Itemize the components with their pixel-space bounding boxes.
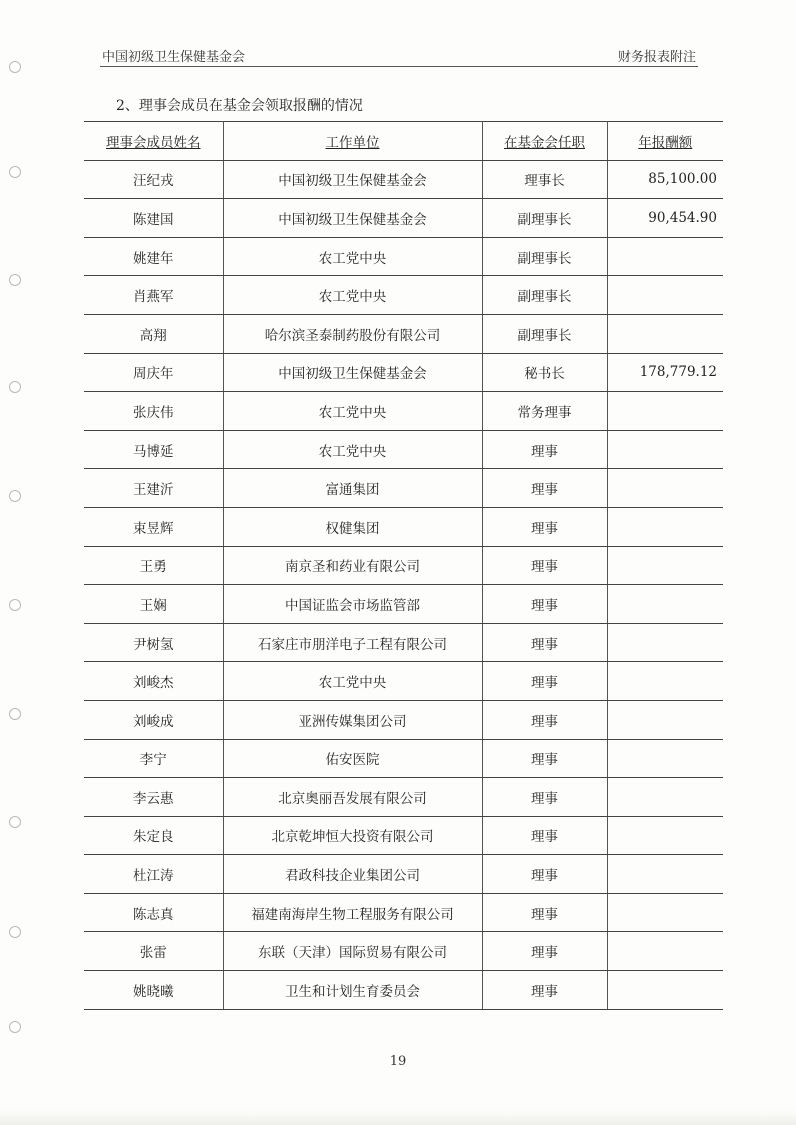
member-name-cell: 肖燕军	[84, 276, 223, 315]
annual-pay-cell	[607, 971, 723, 1010]
table-row	[84, 392, 723, 431]
table-row	[84, 160, 723, 199]
section-title: 2、理事会成员在基金会领取报酬的情况	[116, 98, 363, 114]
position-cell: 理事	[482, 971, 607, 1010]
table-row	[84, 623, 723, 662]
header-section: 财务报表附注	[617, 50, 696, 65]
table-row	[84, 932, 723, 971]
position-cell: 理事	[482, 700, 607, 739]
employer-cell: 中国初级卫生保健基金会	[223, 199, 482, 238]
binder-hole	[9, 1021, 21, 1033]
member-name-cell: 刘峻杰	[84, 662, 223, 701]
scan-bottom-edge	[0, 1110, 796, 1125]
employer-cell: 北京奥丽吾发展有限公司	[223, 778, 482, 817]
member-name-cell: 张庆伟	[84, 392, 223, 431]
annual-pay-cell	[607, 546, 723, 585]
annual-pay-cell	[607, 430, 723, 469]
board-compensation-table	[84, 121, 723, 1010]
member-name-cell: 陈志真	[84, 893, 223, 932]
employer-cell: 中国证监会市场监管部	[223, 585, 482, 624]
table-row	[84, 237, 723, 276]
page-number: 19	[389, 1054, 407, 1069]
member-name-cell: 杜江涛	[84, 855, 223, 894]
employer-cell: 农工党中央	[223, 430, 482, 469]
member-name-cell: 王勇	[84, 546, 223, 585]
employer-cell: 卫生和计划生育委员会	[223, 971, 482, 1010]
employer-cell: 农工党中央	[223, 662, 482, 701]
position-cell: 理事	[482, 546, 607, 585]
position-cell: 副理事长	[482, 314, 607, 353]
member-name-cell: 高翔	[84, 314, 223, 353]
table-row	[84, 353, 723, 392]
position-cell: 秘书长	[482, 353, 607, 392]
employer-cell: 中国初级卫生保健基金会	[223, 160, 482, 199]
employer-cell: 福建南海岸生物工程服务有限公司	[223, 893, 482, 932]
annual-pay-cell: 90,454.90	[607, 199, 723, 238]
binder-hole	[9, 381, 21, 393]
member-name-cell: 束昱辉	[84, 507, 223, 546]
employer-cell: 农工党中央	[223, 276, 482, 315]
column-header-annual-pay: 年报酬额	[607, 122, 723, 161]
header-organization: 中国初级卫生保健基金会	[102, 50, 246, 65]
employer-cell: 亚洲传媒集团公司	[223, 700, 482, 739]
annual-pay-cell: 85,100.00	[607, 160, 723, 199]
table-row	[84, 469, 723, 508]
member-name-cell: 姚晓曦	[84, 971, 223, 1010]
annual-pay-cell	[607, 585, 723, 624]
binder-hole	[9, 599, 21, 611]
table-row	[84, 855, 723, 894]
binder-hole	[9, 61, 21, 73]
binder-hole	[9, 926, 21, 938]
member-name-cell: 王娴	[84, 585, 223, 624]
position-cell: 理事	[482, 778, 607, 817]
employer-cell: 佑安医院	[223, 739, 482, 778]
column-header-name: 理事会成员姓名	[84, 122, 223, 161]
member-name-cell: 姚建年	[84, 237, 223, 276]
table-row	[84, 662, 723, 701]
binder-hole	[9, 490, 21, 502]
annual-pay-cell	[607, 816, 723, 855]
position-cell: 理事	[482, 430, 607, 469]
page-header	[100, 44, 698, 67]
table-row	[84, 546, 723, 585]
employer-cell: 东联（天津）国际贸易有限公司	[223, 932, 482, 971]
member-name-cell: 尹树氢	[84, 623, 223, 662]
employer-cell: 权健集团	[223, 507, 482, 546]
table-header-row	[84, 122, 723, 161]
position-cell: 理事	[482, 855, 607, 894]
table-row	[84, 739, 723, 778]
table-row	[84, 430, 723, 469]
binder-hole	[9, 166, 21, 178]
binder-hole	[9, 816, 21, 828]
table-row	[84, 893, 723, 932]
column-header-employer: 工作单位	[223, 122, 482, 161]
position-cell: 副理事长	[482, 276, 607, 315]
annual-pay-cell	[607, 778, 723, 817]
annual-pay-cell	[607, 276, 723, 315]
annual-pay-cell	[607, 932, 723, 971]
table-row	[84, 276, 723, 315]
employer-cell: 北京乾坤恒大投资有限公司	[223, 816, 482, 855]
member-name-cell: 刘峻成	[84, 700, 223, 739]
annual-pay-cell	[607, 700, 723, 739]
position-cell: 副理事长	[482, 237, 607, 276]
position-cell: 理事	[482, 585, 607, 624]
position-cell: 副理事长	[482, 199, 607, 238]
member-name-cell: 王建沂	[84, 469, 223, 508]
employer-cell: 中国初级卫生保健基金会	[223, 353, 482, 392]
annual-pay-cell	[607, 392, 723, 431]
annual-pay-cell	[607, 469, 723, 508]
employer-cell: 石家庄市朋洋电子工程有限公司	[223, 623, 482, 662]
annual-pay-cell	[607, 623, 723, 662]
employer-cell: 农工党中央	[223, 392, 482, 431]
member-name-cell: 张雷	[84, 932, 223, 971]
position-cell: 理事	[482, 469, 607, 508]
table-row	[84, 585, 723, 624]
employer-cell: 南京圣和药业有限公司	[223, 546, 482, 585]
table-row	[84, 700, 723, 739]
annual-pay-cell	[607, 855, 723, 894]
annual-pay-cell	[607, 739, 723, 778]
annual-pay-cell	[607, 314, 723, 353]
position-cell: 理事	[482, 507, 607, 546]
table-row	[84, 778, 723, 817]
table-row	[84, 816, 723, 855]
employer-cell: 富通集团	[223, 469, 482, 508]
position-cell: 理事	[482, 816, 607, 855]
member-name-cell: 周庆年	[84, 353, 223, 392]
annual-pay-cell	[607, 237, 723, 276]
annual-pay-cell: 178,779.12	[607, 353, 723, 392]
member-name-cell: 李宁	[84, 739, 223, 778]
employer-cell: 君政科技企业集团公司	[223, 855, 482, 894]
member-name-cell: 陈建国	[84, 199, 223, 238]
binder-hole	[9, 708, 21, 720]
table-row	[84, 199, 723, 238]
employer-cell: 农工党中央	[223, 237, 482, 276]
position-cell: 理事	[482, 932, 607, 971]
annual-pay-cell	[607, 507, 723, 546]
member-name-cell: 朱定良	[84, 816, 223, 855]
binder-hole	[9, 274, 21, 286]
member-name-cell: 马博延	[84, 430, 223, 469]
member-name-cell: 李云惠	[84, 778, 223, 817]
annual-pay-cell	[607, 893, 723, 932]
position-cell: 理事	[482, 623, 607, 662]
position-cell: 理事长	[482, 160, 607, 199]
position-cell: 理事	[482, 893, 607, 932]
position-cell: 常务理事	[482, 392, 607, 431]
table-row	[84, 314, 723, 353]
member-name-cell: 汪纪戎	[84, 160, 223, 199]
table-row	[84, 971, 723, 1010]
table-row	[84, 507, 723, 546]
employer-cell: 哈尔滨圣泰制药股份有限公司	[223, 314, 482, 353]
annual-pay-cell	[607, 662, 723, 701]
column-header-position: 在基金会任职	[482, 122, 607, 161]
position-cell: 理事	[482, 662, 607, 701]
position-cell: 理事	[482, 739, 607, 778]
